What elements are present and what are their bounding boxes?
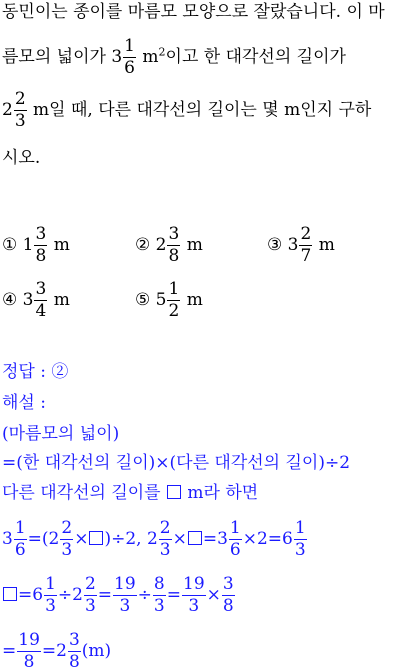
choice-1[interactable]: [2, 226, 70, 265]
eq-fraction: [68, 632, 81, 671]
fraction-numerator: 1: [294, 518, 306, 538]
fraction-denominator: 6: [14, 540, 26, 560]
fraction-denominator: 3: [119, 596, 131, 616]
choice-5[interactable]: [135, 281, 203, 320]
eq-fraction: [84, 576, 97, 615]
question-text: 름모의 넓이가 3: [2, 47, 123, 67]
fraction-numerator: 8: [153, 574, 165, 594]
eq-text: =6: [18, 585, 44, 605]
unit-text: m: [136, 47, 159, 67]
solution-step-3: [2, 483, 258, 503]
eq-text: ×: [74, 529, 89, 549]
fraction-numerator: 3: [35, 224, 47, 244]
fraction-denominator: 8: [68, 652, 80, 672]
solution-equation-1: [2, 520, 308, 559]
fraction-numerator: 19: [18, 630, 40, 650]
eq-text: 3: [2, 529, 13, 549]
fraction-denominator: 2: [168, 301, 180, 321]
choice-fraction: [34, 226, 47, 265]
choice-whole: 3: [287, 235, 299, 255]
fraction-denominator: 3: [153, 596, 165, 616]
fraction-denominator: 3: [14, 111, 26, 131]
fraction-denominator: 6: [124, 58, 135, 78]
eq-fraction: [229, 520, 242, 559]
choice-unit: m: [318, 235, 335, 255]
fraction-numerator: 1: [168, 279, 180, 299]
eq-text: ×: [172, 529, 187, 549]
question-text: m일 때, 다른 대각선의 길이는 몇 m인지 구하: [27, 100, 372, 120]
choice-marker: ①: [2, 235, 18, 255]
choice-fraction: [167, 281, 180, 320]
choice-fraction: [167, 226, 180, 265]
fraction-numerator: 2: [14, 89, 26, 109]
choice-unit: m: [53, 290, 70, 310]
eq-text: ÷2: [57, 585, 83, 605]
area-fraction: [123, 38, 136, 77]
fraction-numerator: 2: [84, 574, 96, 594]
choice-whole: 1: [22, 235, 34, 255]
eq-fraction: [14, 520, 27, 559]
solution-equation-2: [2, 576, 236, 615]
blank-square-icon: [89, 531, 103, 545]
solution-label: 해설 :: [2, 393, 46, 413]
eq-text: (m): [81, 641, 112, 661]
fraction-denominator: 3: [61, 540, 73, 560]
solution-step-2: =(한 대각선의 길이)×(다른 대각선의 길이)÷2: [2, 453, 351, 473]
question-text: 2: [2, 100, 13, 120]
eq-fraction: [44, 576, 57, 615]
eq-text: )÷2, 2: [104, 529, 158, 549]
diagonal-fraction: [14, 91, 27, 130]
choice-marker: ④: [2, 290, 18, 310]
eq-text: ÷: [137, 585, 152, 605]
blank-square-icon: [188, 531, 202, 545]
choice-whole: 5: [155, 290, 167, 310]
choice-3[interactable]: [267, 226, 335, 265]
fraction-denominator: 3: [84, 596, 96, 616]
fraction-numerator: 3: [168, 224, 180, 244]
fraction-denominator: 8: [35, 246, 47, 266]
fraction-denominator: 7: [300, 246, 312, 266]
choice-2[interactable]: [135, 226, 203, 265]
fraction-denominator: 4: [35, 301, 47, 321]
eq-fraction: [153, 576, 166, 615]
eq-text: =(2: [27, 529, 60, 549]
question-text: 이고 한 대각선의 길이가: [165, 47, 346, 67]
question-line-2: [2, 38, 346, 77]
eq-fraction: [60, 520, 73, 559]
question-line-3: [2, 91, 371, 130]
solution-text: 다른 대각선의 길이를: [2, 483, 167, 503]
eq-text: =: [166, 585, 181, 605]
fraction-numerator: 2: [61, 518, 73, 538]
fraction-numerator: 19: [114, 574, 136, 594]
choice-whole: 2: [155, 235, 167, 255]
fraction-numerator: 1: [124, 36, 135, 56]
choice-fraction: [299, 226, 312, 265]
choice-fraction: [34, 281, 47, 320]
fraction-numerator: 2: [300, 224, 312, 244]
eq-text: =: [97, 585, 113, 605]
fraction-numerator: 1: [229, 518, 241, 538]
eq-text: ×2=6: [242, 529, 293, 549]
choice-4[interactable]: [2, 281, 70, 320]
eq-fraction: [159, 520, 172, 559]
solution-step-1: (마름모의 넓이): [2, 424, 120, 444]
eq-text: =2: [41, 641, 67, 661]
blank-square-icon: [3, 587, 17, 601]
eq-fraction: [17, 632, 41, 671]
fraction-numerator: 1: [14, 518, 26, 538]
fraction-numerator: 1: [45, 574, 56, 594]
eq-text: =: [2, 641, 17, 661]
eq-fraction: [294, 520, 307, 559]
eq-fraction: [222, 576, 235, 615]
fraction-denominator: 6: [229, 540, 241, 560]
choice-unit: m: [186, 290, 203, 310]
fraction-numerator: 2: [159, 518, 171, 538]
fraction-denominator: 3: [294, 540, 306, 560]
question-line-1: 동민이는 종이를 마름모 모양으로 잘랐습니다. 이 마: [2, 2, 385, 22]
fraction-numerator: 19: [183, 574, 205, 594]
choice-unit: m: [186, 235, 203, 255]
eq-fraction: [113, 576, 137, 615]
solution-text: m라 하면: [182, 483, 259, 503]
fraction-numerator: 3: [68, 630, 80, 650]
fraction-denominator: 8: [23, 652, 35, 672]
fraction-denominator: 8: [222, 596, 234, 616]
unit-exponent: 2: [158, 45, 166, 59]
fraction-denominator: 3: [45, 596, 56, 616]
fraction-denominator: 3: [188, 596, 200, 616]
question-line-4: 시오.: [2, 148, 41, 168]
fraction-numerator: 3: [35, 279, 47, 299]
choice-marker: ②: [135, 235, 151, 255]
choice-marker: ③: [267, 235, 283, 255]
choice-whole: 3: [22, 290, 34, 310]
choice-unit: m: [53, 235, 70, 255]
eq-text: ×: [206, 585, 221, 605]
blank-square-icon: [167, 485, 181, 499]
solution-equation-3: [2, 632, 111, 671]
fraction-denominator: 3: [159, 540, 171, 560]
choice-marker: ⑤: [135, 290, 151, 310]
answer-label: 정답 : ②: [2, 362, 69, 382]
eq-fraction: [182, 576, 206, 615]
fraction-numerator: 3: [222, 574, 234, 594]
eq-text: =3: [202, 529, 228, 549]
fraction-denominator: 8: [168, 246, 180, 266]
